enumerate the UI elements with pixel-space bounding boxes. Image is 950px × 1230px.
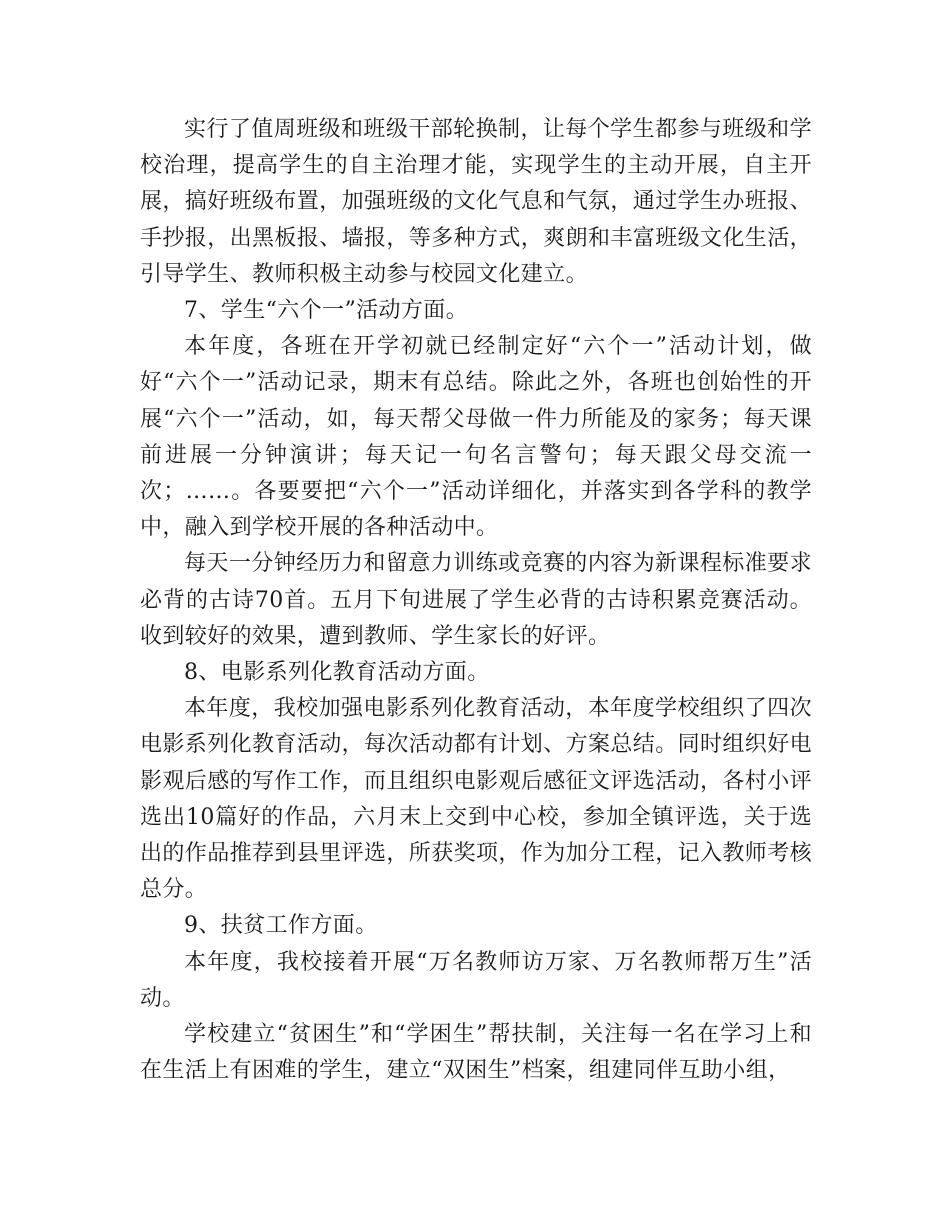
section-heading-poverty-aid: 9、扶贫工作方面。 xyxy=(184,913,378,939)
section-heading-six-ones: 7、学生“六个一”活动方面。 xyxy=(184,298,469,324)
document-body xyxy=(140,112,812,1089)
section-heading-film-education: 8、电影系列化教育活动方面。 xyxy=(184,660,490,686)
paragraph-class-management: 实行了值周班级和班级干部轮换制，让每个学生都参与班级和学校治理，提高学生的自主治理才能，实现学生的主动开展，自主开展，搞好班级布置，加强班级的文化气息和气氛，通过学生办班报、手抄报，出黑板报、墙报，等多种方式，爽朗和丰富班级文化生活，引导学生、教师积极主动参与校园文化建立。 xyxy=(140,117,813,287)
paragraph-poetry-training: 每天一分钟经历力和留意力训练或竞赛的内容为新课程标准要求必背的古诗70首。五月下旬进展了学生必背的古诗积累竞赛活动。收到较好的效果，遭到教师、学生家长的好评。 xyxy=(140,551,812,649)
paragraph-film-education: 本年度，我校加强电影系列化教育活动，本年度学校组织了四次电影系列化教育活动，每次活动都有计划、方案总结。同时组织好电影观后感的写作工作，而且组织电影观后感征文评选活动，各村小评选出10篇好的作品，六月末上交到中心校，参加全镇评选，关于选出的作品推荐到县里评选，所获奖项，作为加分工程，记入教师考核总分。 xyxy=(140,696,813,903)
paragraph-six-ones-plan: 本年度，各班在开学初就已经制定好“六个一”活动计划，做好“六个一”活动记录，期末有总结。除此之外，各班也创始性的开展“六个一”活动，如，每天帮父母做一件力所能及的家务；每天课前进展一分钟演讲；每天记一句名言警句；每天跟父母交流一次；……。各要要把“六个一”活动详细化，并落实到各学科的教学中，融入到学校开展的各种活动中。 xyxy=(140,334,812,541)
paragraph-student-support: 学校建立“贫困生”和“学困生”帮扶制，关注每一名在学习上和在生活上有困难的学生，建立“双困生”档案，组建同伴互助小组， xyxy=(140,1022,812,1084)
paragraph-teacher-visits: 本年度，我校接着开展“万名教师访万家、万名教师帮万生”活动。 xyxy=(140,949,812,1011)
